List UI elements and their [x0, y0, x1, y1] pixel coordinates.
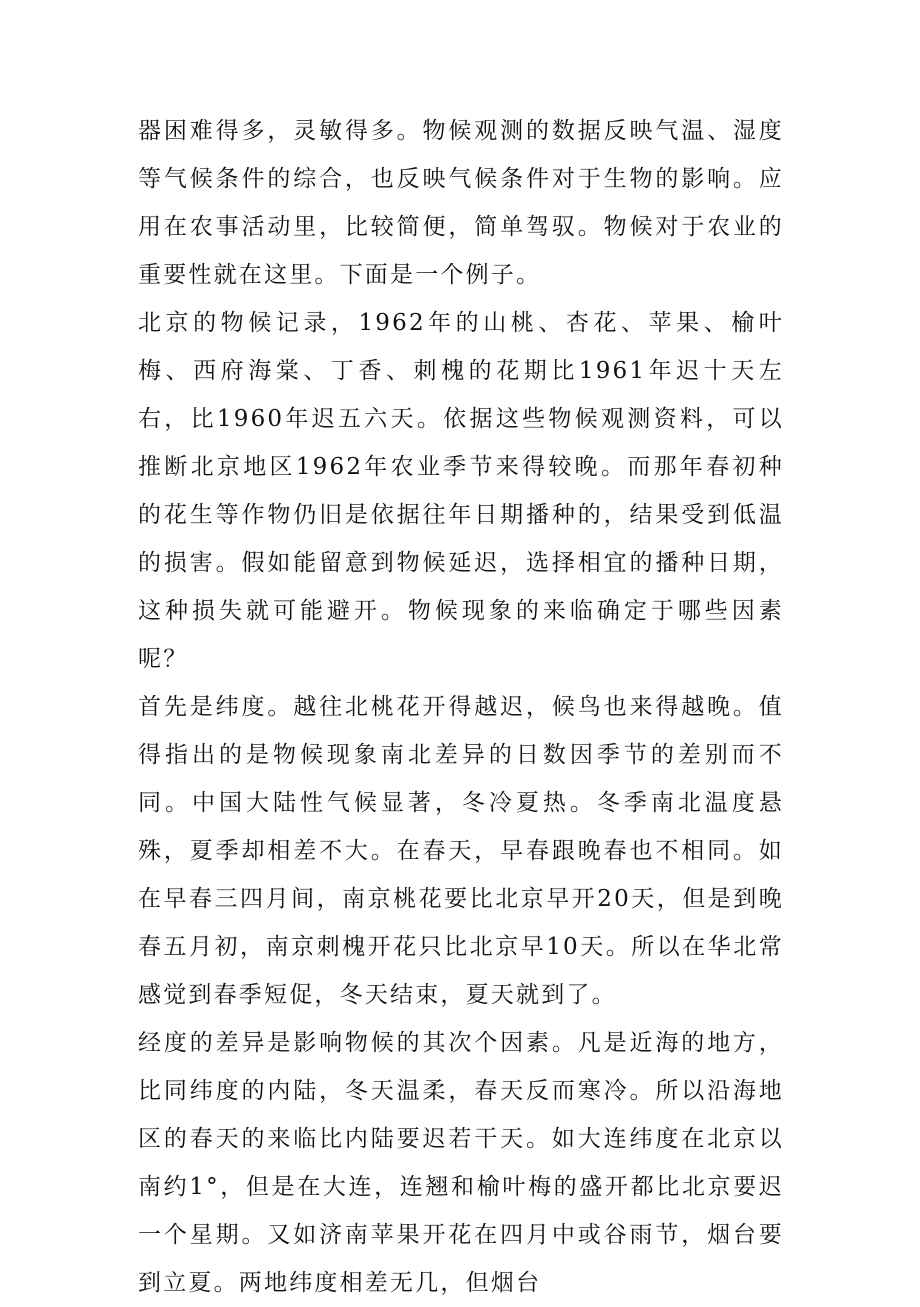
paragraph-2: 北京的物候记录，1962年的山桃、杏花、苹果、榆叶梅、西府海棠、丁香、刺槐的花期比1961年迟十天左右，比1960年迟五六天。依据这些物候观测资料，可以推断北京地区1962年农业季节来得较晚。而那年春初种的花生等作物仍旧是依据往年日期播种的，结果受到低温的损害。假如能留意到物候延迟，选择相宜的播种日期，这种损失就可能避开。物候现象的来临确定于哪些因素呢？ [138, 310, 784, 672]
document-body [138, 107, 784, 1307]
paragraph-3: 首先是纬度。越往北桃花开得越迟，候鸟也来得越晚。值得指出的是物候现象南北差异的日数因季节的差别而不同。中国大陆性气候显著，冬冷夏热。冬季南北温度悬殊，夏季却相差不大。在春天，早春跟晚春也不相同。如在早春三四月间，南京桃花要比北京早开20天，但是到晚春五月初，南京刺槐开花只比北京早10天。所以在华北常感觉到春季短促，冬天结束，夏天就到了。 [138, 694, 784, 1008]
paragraph-1: 器困难得多，灵敏得多。物候观测的数据反映气温、湿度等气候条件的综合，也反映气候条件对于生物的影响。应用在农事活动里，比较简便，简单驾驭。物候对于农业的重要性就在这里。下面是一个例子。 [138, 118, 784, 288]
paragraph-4: 经度的差异是影响物候的其次个因素。凡是近海的地方，比同纬度的内陆，冬天温柔，春天反而寒冷。所以沿海地区的春天的来临比内陆要迟若干天。如大连纬度在北京以南约1°，但是在大连，连翘和榆叶梅的盛开都比北京要迟一个星期。又如济南苹果开花在四月中或谷雨节，烟台要到立夏。两地纬度相差无几，但烟台 [138, 1030, 784, 1296]
